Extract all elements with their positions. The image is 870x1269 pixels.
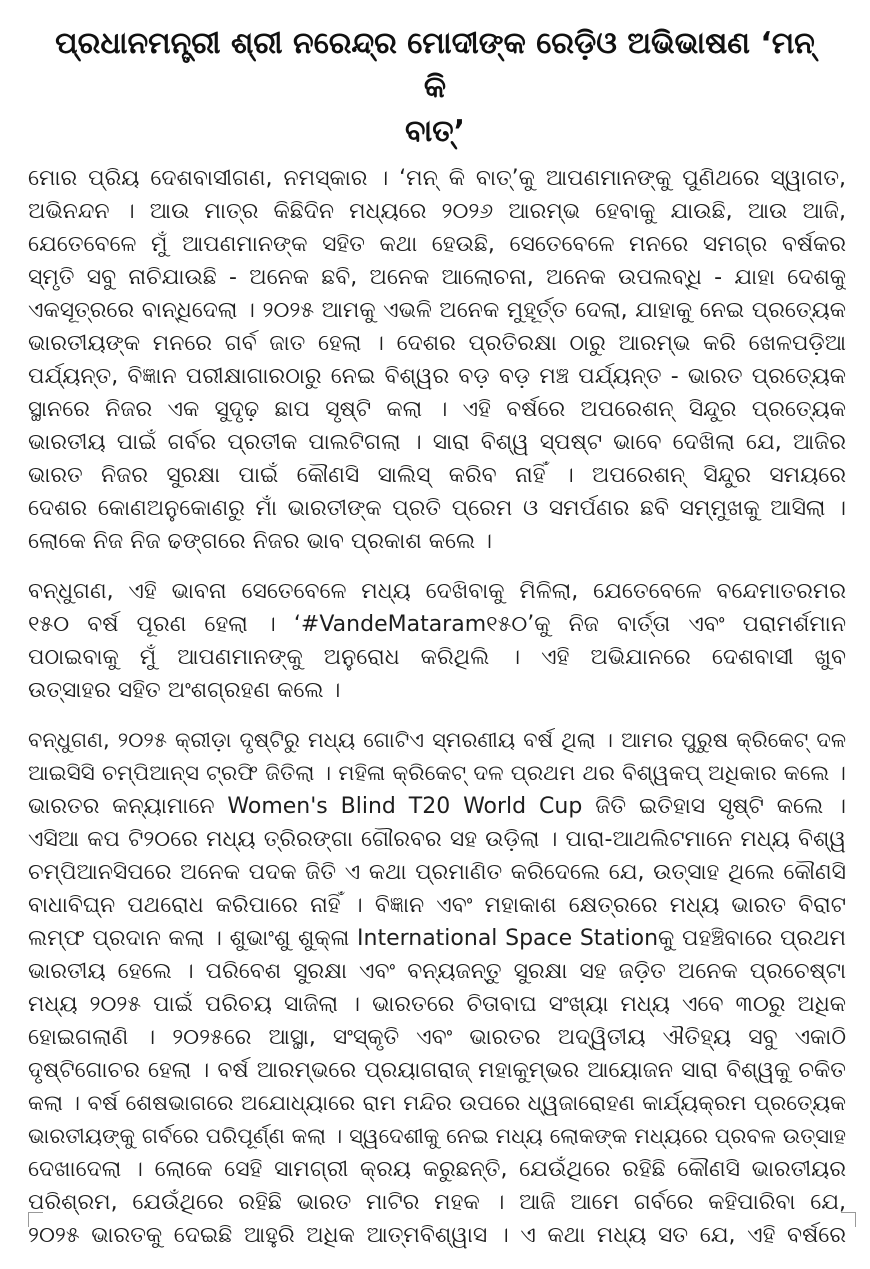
text-line: ଦୃଷ୍ଟିଗୋଚର ହେଲା । ବର୍ଷ ଆରମ୍ଭରେ ପ୍ରୟାଗରାଜ୍ ମହାକୁମ୍ଭର ଆୟୋଜନ ସାରା ବିଶ୍ୱକୁ ଚକିତ xyxy=(28,1058,846,1083)
text-line: ୧୫୦ ବର୍ଷ ପୂରଣ ହେଲା । ‘#VandeMataram୧୫୦’କୁ ନିଜ ବାର୍ତ୍ତା ଏବଂ ପରାମର୍ଶମାନ xyxy=(28,612,846,637)
text-line: ଭାରତ ନିଜର ସୁରକ୍ଷା ପାଇଁ କୌଣସି ସାଲିସ୍ କରିବ ନାହିଁ । ଅପରେଶନ୍ ସିନ୍ଦୁର ସମୟରେ xyxy=(28,463,846,488)
text-line: ଅଭିନନ୍ଦନ । ଆଉ ମାତ୍ର କିଛିଦିନ ମଧ୍ୟରେ ୨୦୨୬ ଆରମ୍ଭ ହେବାକୁ ଯାଉଛି, ଆଉ ଆଜି, xyxy=(28,199,846,224)
text-line: ଭାରତୀୟଙ୍କୁ ଗର୍ବରେ ପରିପୂର୍ଣ୍ଣ କଲା । ସ୍ୱଦେଶୀକୁ ନେଇ ମଧ୍ୟ ଲୋକଙ୍କ ମଧ୍ୟରେ ପ୍ରବଳ ଉତ୍ସାହ xyxy=(28,1124,846,1148)
document-body xyxy=(28,162,846,1269)
text-line: ଦେଖାଦେଲା । ଲୋକେ ସେହି ସାମଗ୍ରୀ କ୍ରୟ କରୁଛନ୍ତି, ଯେଉଁଥିରେ ରହିଛି କୌଣସି ଭାରତୀୟର xyxy=(28,1157,846,1182)
text-line: ୨୦୨୫ ଭାରତକୁ ଦେଇଛି ଆହୁରି ଅଧିକ ଆତ୍ମବିଶ୍ୱାସ । ଏ କଥା ମଧ୍ୟ ସତ ଯେ, ଏହି ବର୍ଷରେ xyxy=(28,1223,846,1248)
paragraph-3 xyxy=(28,724,846,1252)
text-line: କଲା । ବର୍ଷ ଶେଷଭାଗରେ ଅଯୋଧ୍ୟାରେ ରାମ ମନ୍ଦିର ଉପରେ ଧ୍ୱଜାରୋହଣ କାର୍ଯ୍ୟକ୍ରମ ପ୍ରତ୍ୟେକ xyxy=(28,1091,846,1116)
text-line: ଦେଶର କୋଣଅନୁକୋଣରୁ ମାଁ ଭାରତୀଙ୍କ ପ୍ରତି ପ୍ରେମ ଓ ସମର୍ପଣର ଛବି ସମ୍ମୁଖକୁ ଆସିଲା । xyxy=(28,496,846,521)
text-line: ବନ୍ଧୁଗଣ, ୨୦୨୫ କ୍ରୀଡ଼ା ଦୃଷ୍ଟିରୁ ମଧ୍ୟ ଗୋଟିଏ ସ୍ମରଣୀୟ ବର୍ଷ ଥିଲା । ଆମର ପୁରୁଷ କ୍ରିକେଟ୍ ଦଳ xyxy=(28,728,846,752)
text-line: ଯେତେବେଳେ ମୁଁ ଆପଣମାନଙ୍କ ସହିତ କଥା ହେଉଛି, ସେତେବେଳେ ମନରେ ସମଗ୍ର ବର୍ଷକର xyxy=(28,232,846,257)
text-line: ଭାରତୀୟ ପାଇଁ ଗର୍ବର ପ୍ରତୀକ ପାଲଟିଗଲା । ସାରା ବିଶ୍ୱ ସ୍ପଷ୍ଟ ଭାବେ ଦେଖିଲା ଯେ, ଆଜିର xyxy=(28,430,846,455)
page-corner-mark-left xyxy=(28,1212,43,1227)
text-line: ସ୍ମୃତି ସବୁ ନାଚିଯାଉଛି - ଅନେକ ଛବି, ଅନେକ ଆଲୋଚନା, ଅନେକ ଉପଲବ୍ଧି - ଯାହା ଦେଶକୁ xyxy=(28,265,846,290)
text-line: ମୋର ପ୍ରିୟ ଦେଶବାସୀଗଣ, ନମସ୍କାର । ‘ମନ୍ କି ବାତ୍’କୁ ଆପଣମାନଙ୍କୁ ପୁଣିଥରେ ସ୍ୱାଗତ, xyxy=(28,166,846,191)
text-line: ବନ୍ଧୁଗଣ, ଏହି ଭାବନା ସେତେବେଳେ ମଧ୍ୟ ଦେଖିବାକୁ ମିଳିଲା, ଯେତେବେଳେ ବନ୍ଦେମାତରମର xyxy=(28,579,846,604)
text-line: ପଠାଇବାକୁ ମୁଁ ଆପଣମାନଙ୍କୁ ଅନୁରୋଧ କରିଥିଲି । ଏହି ଅଭିଯାନରେ ଦେଶବାସୀ ଖୁବ xyxy=(28,645,846,670)
text-line: ଭାରତୀୟ ହେଲେ । ପରିବେଶ ସୁରକ୍ଷା ଏବଂ ବନ୍ୟଜନ୍ତୁ ସୁରକ୍ଷା ସହ ଜଡ଼ିତ ଅନେକ ପ୍ରଚେଷ୍ଟା xyxy=(28,959,846,984)
text-line: ସ୍ଥାନରେ ନିଜର ଏକ ସୁଦୃଢ଼ ଛାପ ସୃଷ୍ଟି କଲା । ଏହି ବର୍ଷରେ ଅପରେଶନ୍ ସିନ୍ଦୁର ପ୍ରତ୍ୟେକ xyxy=(28,397,846,422)
paragraph-2 xyxy=(28,575,846,707)
text-line: ଏକସୂତ୍ରରେ ବାନ୍ଧିଦେଲା । ୨୦୨୫ ଆମକୁ ଏଭଳି ଅନେକ ମୁହୂର୍ତ୍ତ ଦେଲା, ଯାହାକୁ ନେଇ ପ୍ରତ୍ୟେକ xyxy=(28,298,846,323)
text-line: ପର୍ଯ୍ୟନ୍ତ, ବିଜ୍ଞାନ ପରୀକ୍ଷାଗାରଠାରୁ ନେଇ ବିଶ୍ୱର ବଡ଼ ବଡ଼ ମଞ୍ଚ ପର୍ଯ୍ୟନ୍ତ - ଭାରତ ପ୍ରତ୍ୟେକ xyxy=(28,364,846,389)
text-line: ଭାରତର କନ୍ୟାମାନେ Women's Blind T20 World Cup ଜିତି ଇତିହାସ ସୃଷ୍ଟି କଲେ । xyxy=(28,794,846,819)
text-line: ଲମ୍ଫ ପ୍ରଦାନ କଲା । ଶୁଭାଂଶୁ ଶୁକ୍ଳା International Space Stationକୁ ପହଞ୍ଚିବାରେ ପ୍ରଥମ xyxy=(28,926,846,951)
text-line: ଆଇସିସି ଚମ୍ପିଆନ୍ସ ଟ୍ରଫି ଜିତିଲା । ମହିଳା କ୍ରିକେଟ୍ ଦଳ ପ୍ରଥମ ଥର ବିଶ୍ୱକପ୍ ଅଧିକାର କଲେ । xyxy=(28,761,846,786)
text-line: ପରିଶ୍ରମ, ଯେଉଁଥିରେ ରହିଛି ଭାରତ ମାଟିର ମହକ । ଆଜି ଆମେ ଗର୍ବରେ କହିପାରିବା ଯେ, xyxy=(28,1190,846,1215)
text-line: ଉତ୍ସାହର ସହିତ ଅଂଶଗ୍ରହଣ କଲେ । xyxy=(28,678,341,703)
paragraph-1 xyxy=(28,162,846,558)
text-line: ମଧ୍ୟ ୨୦୨୫ ପାଇଁ ପରିଚୟ ସାଜିଲା । ଭାରତରେ ଚିତାବାଘ ସଂଖ୍ୟା ମଧ୍ୟ ଏବେ ୩୦ରୁ ଅଧିକ xyxy=(28,992,846,1017)
text-line: ଚମ୍ପିଆନସିପରେ ଅନେକ ପଦକ ଜିତି ଏ କଥା ପ୍ରମାଣିତ କରିଦେଲେ ଯେ, ଉତ୍ସାହ ଥିଲେ କୌଣସି xyxy=(28,860,846,885)
title-line-1: ପ୍ରଧାନମନ୍ତ୍ରୀ ଶ୍ରୀ ନରେନ୍ଦ୍ର ମୋଦୀଙ୍କ ରେଡ଼ିଓ ଅଭିଭାଷଣ ‘ମନ୍ କି xyxy=(55,26,815,105)
text-line: ଭାରତୀୟଙ୍କ ମନରେ ଗର୍ବ ଜାତ ହେଲା । ଦେଶର ପ୍ରତିରକ୍ଷା ଠାରୁ ଆରମ୍ଭ କରି ଖେଳପଡ଼ିଆ xyxy=(28,331,846,356)
page-corner-mark-right xyxy=(841,1212,856,1227)
text-line: ଲୋକେ ନିଜ ନିଜ ଢଙ୍ଗରେ ନିଜର ଭାବ ପ୍ରକାଶ କଲେ । xyxy=(28,529,493,554)
title-line-2: ବାତ୍’ xyxy=(404,114,466,149)
text-line: ହୋଇଗଲାଣି । ୨୦୨୫ରେ ଆସ୍ଥା, ସଂସ୍କୃତି ଏବଂ ଭାରତର ଅଦ୍ୱିତୀୟ ଐତିହ୍ୟ ସବୁ ଏକାଠି xyxy=(28,1025,846,1050)
text-line: ଏସିଆ କପ ଟି୨୦ରେ ମଧ୍ୟ ତ୍ରିରଙ୍ଗା ଗୌରବର ସହ ଉଡ଼ିଲା । ପାରା-ଆଥଲିଟମାନେ ମଧ୍ୟ ବିଶ୍ୱ xyxy=(28,827,846,852)
text-line: ବାଧାବିଘ୍ନ ପଥରୋଧ କରିପାରେ ନାହିଁ । ବିଜ୍ଞାନ ଏବଂ ମହାକାଶ କ୍ଷେତ୍ରରେ ମଧ୍ୟ ଭାରତ ବିରାଟ xyxy=(28,893,846,918)
page-title xyxy=(40,22,830,154)
